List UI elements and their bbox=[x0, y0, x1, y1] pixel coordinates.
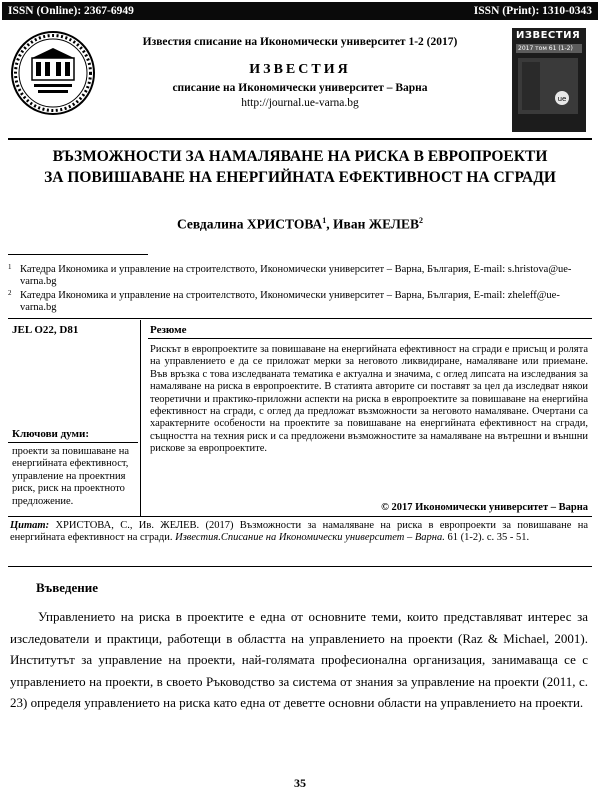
citation-label: Цитат: bbox=[10, 520, 50, 531]
citation-pages: 61 (1-2). с. 35 - 51. bbox=[447, 532, 530, 544]
page-number: 35 bbox=[294, 776, 306, 790]
abstract-separator bbox=[140, 320, 141, 516]
affiliation-2 bbox=[8, 290, 588, 314]
article-title bbox=[10, 146, 590, 188]
svg-text:ue: ue bbox=[557, 95, 567, 103]
abstract-heading: Резюме bbox=[150, 324, 187, 336]
authors bbox=[10, 216, 590, 233]
keywords-rule bbox=[8, 442, 138, 443]
masthead bbox=[100, 26, 500, 109]
cover-art-icon bbox=[512, 28, 586, 132]
affiliation-2-text: Катедра Икономика и управление на строителството, Икономически университет – Варна, България, E-mail: zheleff@ue-varna.bg bbox=[20, 290, 560, 313]
affiliation-1-text: Катедра Икономика и управление на строителството, Икономически университет – Варна, България, E-mail: s.hristova@ue-varna.bg bbox=[20, 264, 572, 287]
affiliation-1 bbox=[8, 264, 588, 288]
citation-bottom-rule bbox=[8, 566, 592, 567]
journal-title: ИЗВЕСТИЯ bbox=[249, 62, 351, 77]
keywords-text: проекти за повишаване на енергийната ефективност, управление на проектния риск, риск на проектното предложение. bbox=[12, 446, 129, 507]
journal-cover bbox=[512, 28, 586, 132]
copyright: © 2017 Икономически университет – Варна bbox=[381, 502, 588, 513]
title-line-1: ВЪЗМОЖНОСТИ ЗА НАМАЛЯВАНЕ НА РИСКА В ЕВРОПРОЕКТИ bbox=[52, 148, 548, 165]
jel-codes: JEL O22, D81 bbox=[12, 324, 79, 336]
university-seal-icon bbox=[10, 30, 96, 116]
issn-bar bbox=[2, 2, 598, 20]
section-heading: Въведение bbox=[36, 580, 98, 595]
keywords-label: Ключови думи: bbox=[12, 428, 90, 440]
journal-url[interactable]: http://journal.ue-varna.bg bbox=[241, 97, 359, 109]
affiliation-1-num: 1 bbox=[8, 263, 12, 271]
author-separator: , bbox=[326, 216, 334, 232]
author-2: Иван ЖЕЛЕВ bbox=[333, 216, 419, 232]
footnote-rule bbox=[8, 254, 148, 255]
citation-journal: Известия.Списание на Икономически университет – Варна. bbox=[175, 532, 445, 544]
author-2-sup: 2 bbox=[418, 216, 423, 225]
masthead-rule bbox=[8, 138, 592, 140]
cover-strip: 2017 том 61 (1-2) bbox=[516, 44, 582, 53]
abstract-text: Рискът в европроектите за повишаване на енергийната ефективност на сгради е присъщ и ролята на управлението е да се приложат мерки за неговото ликвидиране, намаляване или приемане. Във връзка с това изследваната тематика е актуална и значима, с оглед липсата на изследвания за намаляване на риска в европроектите. В статията авторите си поставят за цел да изследват някои теоретични и практико-приложни аспекти на риска в европроектите за повишаване на енергийна ефективност на сгради, с оглед да предложат възможности за неговото намаляване. Очертани са характерните особености на проектите за повишаване на енергийната ефективност на сгради, същността на техния риск и са предложени възможностите за намаляване на вътрешни и външни рискове за европроектите. bbox=[150, 344, 588, 455]
abstract-top-rule bbox=[8, 318, 592, 319]
cover-title: ИЗВЕСТИЯ bbox=[516, 30, 581, 41]
abstract-heading-rule bbox=[148, 338, 592, 339]
author-1: Севдалина ХРИСТОВА bbox=[177, 216, 323, 232]
intro-paragraph: Управлението на риска в проектите е една от основните теми, които представляват интерес за изследователи и практици, работещи в областта на управлението на проекти (Raz & Michael, 2001). Институтът за управление на проекти, най-голямата професионална организация, занимаваща се с управлението на проекти, в своето Ръководство за система от знания за управление на проекти (2011, с. 23) определя управлението на риска като една от деветте основни области на управлението на проекти. bbox=[10, 609, 588, 710]
issn-online: ISSN (Online): 2367-6949 bbox=[8, 5, 134, 17]
journal-line: Известия списание на Икономически университет 1-2 (2017) bbox=[142, 36, 458, 48]
author-1-sup: 1 bbox=[322, 216, 327, 225]
citation bbox=[10, 520, 588, 545]
title-line-2: ЗА ПОВИШАВАНЕ НА ЕНЕРГИЙНАТА ЕФЕКТИВНОСТ НА СГРАДИ bbox=[44, 169, 556, 186]
issn-print: ISSN (Print): 1310-0343 bbox=[473, 5, 592, 17]
journal-subtitle: списание на Икономически университет – Варна bbox=[172, 82, 428, 94]
affiliation-2-num: 2 bbox=[8, 289, 12, 297]
citation-text: ХРИСТОВА, С., Ив. ЖЕЛЕВ. (2017) Възможности за намаляване на риска в европроекти за повишаване на енергийната ефективност на сгради. bbox=[10, 520, 589, 544]
